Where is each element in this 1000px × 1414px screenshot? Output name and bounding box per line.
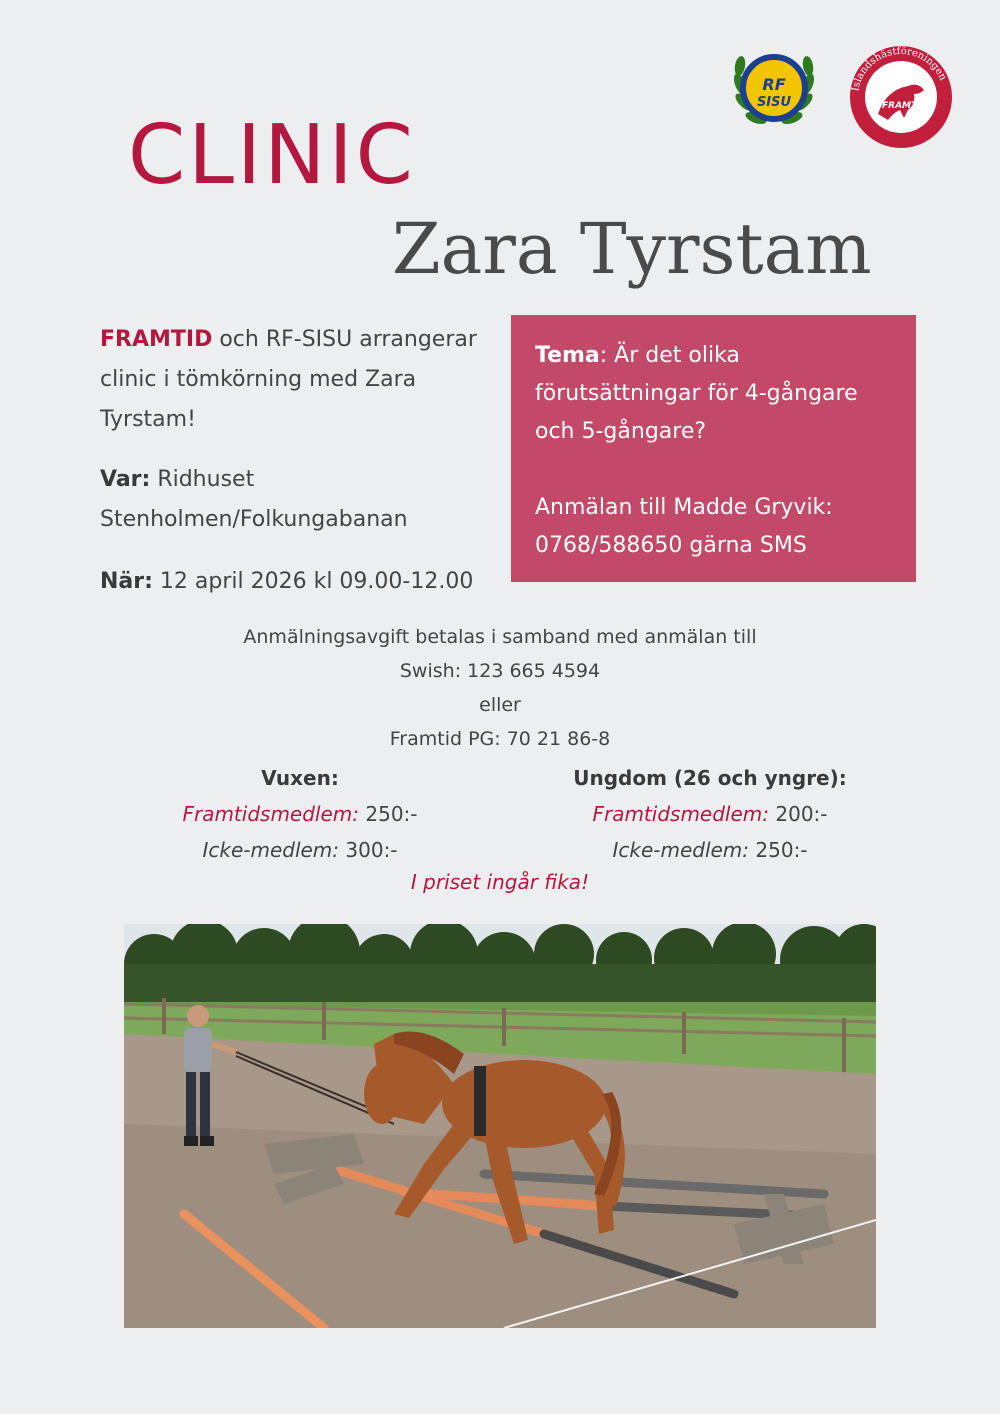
adult-member-label: Framtidsmedlem: [182,802,360,826]
intro-text [100,320,500,440]
location-text [100,460,500,540]
youth-nonmember-value: 250:- [749,838,808,862]
youth-prices [500,760,920,868]
payment-info [0,620,1000,756]
location-label: Var: [100,467,151,492]
fika-note: I priset ingår fika! [410,870,590,894]
youth-member-price [500,796,920,832]
youth-header: Ungdom (26 och yngre): [573,766,847,790]
intro-body: och RF-SISU arrangerar clinic i tömkörning med Zara Tyrstam! [100,327,477,432]
date-text [100,562,500,602]
rf-logo-top-text: RF [762,75,786,94]
date-value: 12 april 2026 kl 09.00-12.00 [152,569,474,594]
framtid-logo [848,44,954,150]
payment-line-1: Anmälningsavgift betalas i samband med anmälan till [243,626,757,648]
framtid-ring-text: Islandshästföreningen [850,45,949,93]
payment-or: eller [479,694,521,716]
payment-pg: Framtid PG: 70 21 86-8 [389,728,611,750]
adult-nonmember-value: 300:- [339,838,398,862]
clinic-title: CLINIC [128,108,416,203]
youth-nonmember-label: Icke-medlem: [612,838,750,862]
youth-member-value: 200:- [769,802,828,826]
theme-text [535,337,892,451]
signup-line-1: Anmälan till Madde Gryvik: [535,495,833,520]
adult-header: Vuxen: [261,766,339,790]
adult-prices [90,760,510,868]
adult-nonmember-price [90,832,510,868]
adult-nonmember-label: Icke-medlem: [202,838,340,862]
youth-member-label: Framtidsmedlem: [592,802,770,826]
instructor-name-title: Zara Tyrstam [392,208,872,290]
framtid-center-text: FRAMTID [882,101,928,111]
theme-label: Tema [535,343,600,368]
adult-member-value: 250:- [359,802,418,826]
rf-logo-bottom-text: SISU [756,95,792,110]
horse-photo [124,924,876,1328]
youth-nonmember-price [500,832,920,868]
signup-line-2: 0768/588650 gärna SMS [535,533,807,558]
location-value: Ridhuset Stenholmen/Folkungabanan [100,467,408,532]
theme-box [511,315,916,582]
date-label: När: [100,569,153,594]
theme-body: : Är det olika förutsättningar för 4-gångare och 5-gångare? [535,343,858,444]
adult-member-price [90,796,510,832]
payment-swish: Swish: 123 665 4594 [399,660,601,682]
intro-brand: FRAMTID [100,327,213,352]
rf-sisu-logo [726,40,822,136]
